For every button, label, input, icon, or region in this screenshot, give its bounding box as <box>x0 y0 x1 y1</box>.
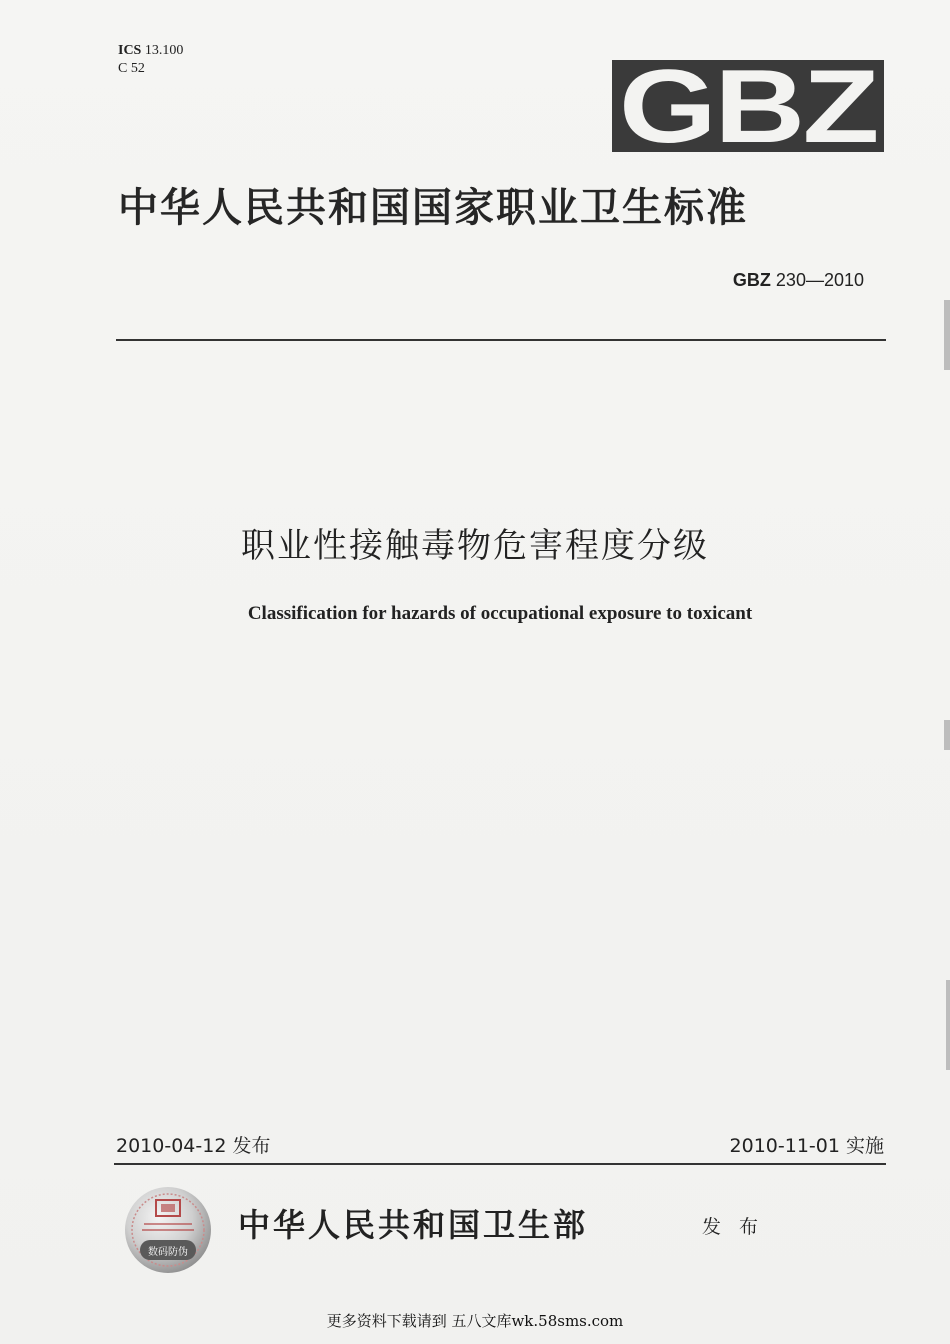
ics-code: 13.100 <box>144 43 184 58</box>
header-divider <box>116 339 886 341</box>
scan-edge-mark <box>944 300 950 370</box>
publisher-action: 发 布 <box>702 1216 765 1238</box>
title-english: Classification for hazards of occupational exposure to toxicant <box>247 603 753 624</box>
gbz-logo-text: GBZ <box>619 60 877 152</box>
scan-edge-mark <box>944 720 950 750</box>
seal-label: 数码防伪 <box>148 1247 188 1258</box>
publisher-name: 中华人民共和国卫生部 <box>238 1206 589 1244</box>
gbz-logo <box>612 60 884 152</box>
title-chinese: 职业性接触毒物危害程度分级 <box>241 526 709 566</box>
issue-date: 2010-04-12 发布 <box>116 1135 271 1157</box>
effective-date: 2010-11-01 实施 <box>729 1135 884 1157</box>
standard-code <box>733 270 864 291</box>
scan-edge-mark <box>946 980 950 1070</box>
standard-code-prefix: GBZ <box>732 270 771 290</box>
anti-counterfeit-seal-icon <box>124 1186 212 1274</box>
ccs-code: C 52 <box>118 61 145 76</box>
classification-codes <box>118 42 183 78</box>
download-note: 更多资料下载请到 五八文库wk.58sms.com <box>326 1312 624 1330</box>
standard-code-number: 230—2010 <box>775 270 864 290</box>
standard-name: 中华人民共和国国家职业卫生标准 <box>118 184 748 231</box>
footer-divider <box>114 1163 886 1165</box>
ics-label: ICS <box>118 43 142 58</box>
